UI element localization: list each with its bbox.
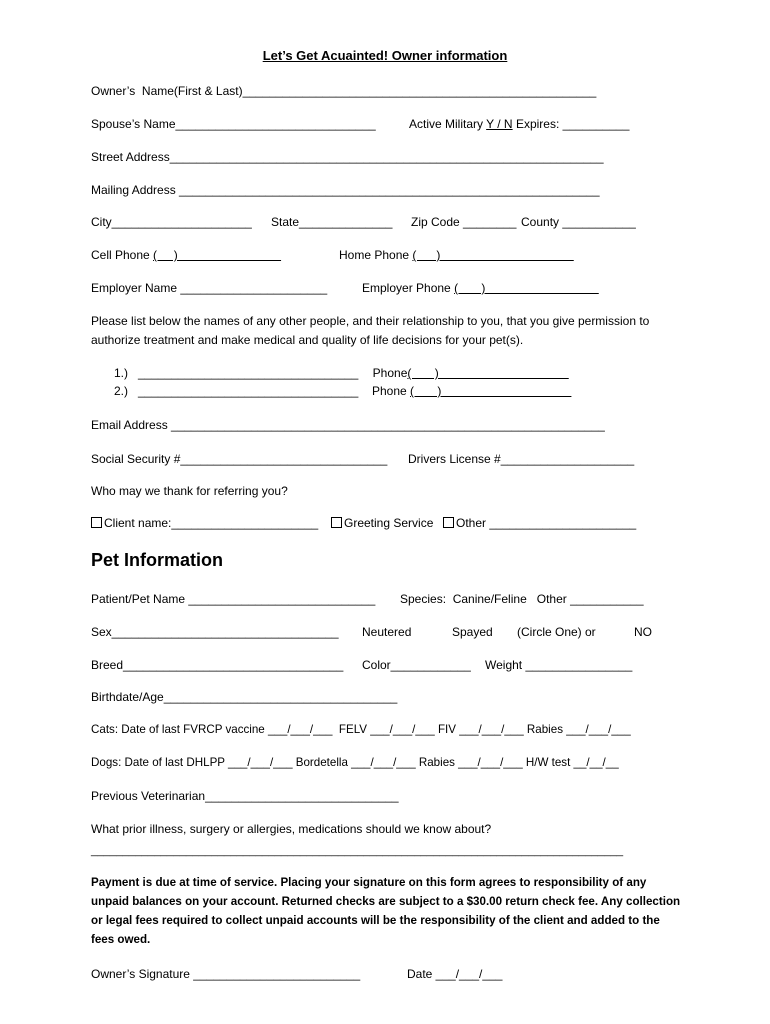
- cell-phone-label: Cell Phone: [91, 248, 154, 262]
- client-name-checkbox[interactable]: [91, 517, 102, 528]
- dogs-vaccine-field[interactable]: Dogs: Date of last DHLPP ___/___/___ Bordetella ___/___/___ Rabies ___/___/___ H/W test __/__/__: [91, 756, 619, 769]
- person1-phone-blank[interactable]: ( ): [407, 366, 569, 380]
- cell-phone-field[interactable]: [91, 248, 281, 262]
- no-option[interactable]: NO: [634, 625, 652, 639]
- person2-phone-blank[interactable]: ( ): [410, 384, 572, 398]
- other-checkbox[interactable]: [443, 517, 454, 528]
- employer-name-field[interactable]: Employer Name ______________________: [91, 281, 328, 295]
- home-phone-field[interactable]: [339, 248, 574, 262]
- state-field[interactable]: State______________: [271, 215, 393, 229]
- zip-field[interactable]: Zip Code ________: [411, 215, 517, 229]
- ssn-field[interactable]: Social Security #_______________________________: [91, 452, 388, 466]
- active-military-label: Active Military: [409, 117, 487, 131]
- form-title: Let’s Get Acuainted! Owner information: [262, 48, 508, 63]
- mailing-address-field[interactable]: Mailing Address _______________________________________________________________: [91, 183, 600, 197]
- previous-vet-field[interactable]: Previous Veterinarian_____________________________: [91, 789, 399, 803]
- city-field[interactable]: City_____________________: [91, 215, 252, 229]
- other-option[interactable]: [443, 516, 636, 530]
- greeting-service-option[interactable]: [331, 516, 433, 530]
- owner-signature-field[interactable]: Owner’s Signature _________________________: [91, 967, 361, 981]
- pet-name-field[interactable]: Patient/Pet Name ____________________________: [91, 592, 376, 606]
- person1-phone-label: Phone: [366, 366, 408, 380]
- illness-question: What prior illness, surgery or allergies, medications should we know about?: [91, 822, 492, 836]
- person2-phone-label: Phone: [372, 384, 411, 398]
- cats-vaccine-field[interactable]: Cats: Date of last FVRCP vaccine ___/___/___ FELV ___/___/___ FIV ___/___/___ Rabies ___/___/___: [91, 723, 631, 736]
- other-label: Other ______________________: [456, 516, 637, 530]
- employer-phone-label: Employer Phone: [362, 281, 455, 295]
- employer-phone-blank[interactable]: ( ): [454, 281, 599, 295]
- referral-question: Who may we thank for referring you?: [91, 484, 288, 498]
- date-field[interactable]: Date ___/___/___: [407, 967, 503, 981]
- person2-name-field[interactable]: 2.) _________________________________: [114, 384, 359, 398]
- client-name-option[interactable]: [91, 516, 318, 530]
- weight-field[interactable]: Weight ________________: [485, 658, 633, 672]
- person1-name-field[interactable]: 1.) _________________________________: [114, 366, 359, 380]
- spayed-option[interactable]: Spayed: [452, 625, 493, 639]
- species-field[interactable]: Species: Canine/Feline Other ___________: [400, 592, 644, 606]
- person2-phone-field[interactable]: [372, 384, 571, 398]
- email-field[interactable]: Email Address _________________________________________________________________: [91, 418, 605, 432]
- permission-text: Please list below the names of any other people, and their relationship to you, that you give permission to authorize treatment and make medical and quality of life decisions for your pet(s).: [91, 314, 650, 347]
- home-phone-label: Home Phone: [339, 248, 413, 262]
- greeting-service-label: Greeting Service: [344, 516, 434, 530]
- greeting-service-checkbox[interactable]: [331, 517, 342, 528]
- owner-name-field[interactable]: Owner’s Name(First & Last)_____________________________________________________: [91, 84, 597, 98]
- illness-answer-line[interactable]: ____________________________________________________________________________________: [91, 845, 624, 857]
- person1-phone-field[interactable]: [366, 366, 569, 380]
- sex-field[interactable]: Sex__________________________________: [91, 625, 339, 639]
- employer-phone-field[interactable]: [362, 281, 599, 295]
- breed-field[interactable]: Breed_________________________________: [91, 658, 344, 672]
- home-phone-blank[interactable]: ( ): [412, 248, 574, 262]
- color-field[interactable]: Color____________: [362, 658, 471, 672]
- pet-information-heading: Pet Information: [91, 550, 224, 570]
- payment-terms: Payment is due at time of service. Placing your signature on this form agrees to responsibility of any unpaid balances on your account. Returned checks are subject to a $30.00 return check fee. Any collection or legal fees required to collect unpaid accounts will be the responsibility of the client and added to the fees owed.: [91, 876, 681, 946]
- neutered-option[interactable]: Neutered: [362, 625, 412, 639]
- client-name-label: Client name:______________________: [104, 516, 319, 530]
- circle-one-text: (Circle One) or: [517, 625, 596, 639]
- active-military-field[interactable]: [409, 117, 629, 131]
- drivers-license-field[interactable]: Drivers License #____________________: [408, 452, 635, 466]
- birthdate-field[interactable]: Birthdate/Age___________________________________: [91, 690, 398, 704]
- spouse-name-field[interactable]: Spouse’s Name______________________________: [91, 117, 376, 131]
- military-expires[interactable]: Expires: __________: [512, 117, 630, 131]
- cell-phone-blank[interactable]: ( ): [153, 248, 282, 262]
- street-address-field[interactable]: Street Address_________________________________________________________________: [91, 150, 604, 164]
- military-yn[interactable]: Y / N: [486, 117, 513, 131]
- county-field[interactable]: County ___________: [521, 215, 636, 229]
